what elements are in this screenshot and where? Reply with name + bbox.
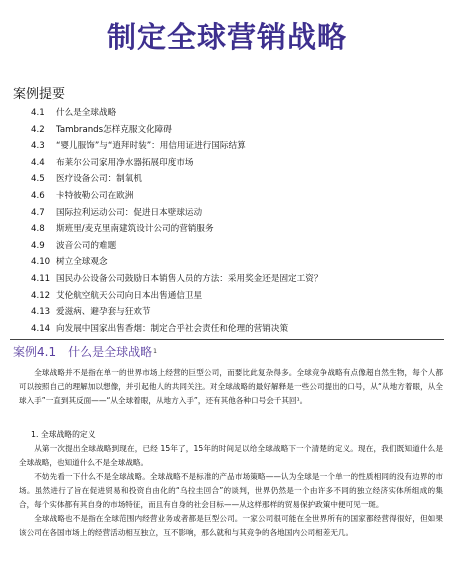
toc-item-title: 爱滋病、避孕套与狂欢节 — [56, 307, 151, 318]
toc-item-title: 卡特彼勒公司在欧洲 — [56, 191, 134, 201]
section-subheading: 1. 全球战略的定义 — [31, 430, 96, 439]
toc-item-number: 4.2 — [31, 124, 45, 135]
toc-item-title: 艾伦航空航天公司向日本出售通信卫星 — [56, 290, 203, 301]
toc-item-title: 国际拉利运动公司：促进日本壁球运动 — [56, 207, 203, 218]
toc-item-title: Tambrands怎样克服文化障碍 — [56, 124, 172, 135]
toc-item-title: 国民办公设备公司鼓励日本销售人员的方法：采用奖金还是固定工资？ — [56, 274, 323, 284]
case-title: 什么是全球战略 — [68, 345, 153, 359]
toc-item-number: 4.13 — [31, 307, 51, 318]
toc-item-title: 向发展中国家出售香烟：制定合乎社会责任和伦理的营销决策 — [56, 323, 289, 334]
toc-item-title: “婴儿服饰”与“逍拜时装”：用信用证进行国际结算 — [56, 141, 246, 152]
toc-item-number: 4.10 — [31, 257, 51, 268]
paragraph: 全球战略也不是指在全球范围内经营业务或者都是巨型公司。一家公司很可能在全世界所有的国家都经营得很好，但如果该公司在各国市场上的经营活动相互独立，互不影响，那么就和与其竞争的各地国内公司相差无几。 — [19, 514, 443, 537]
footnote-marker: 1 — [153, 348, 157, 355]
toc-item-title: 布莱尔公司家用净水器拓展印度市场 — [56, 157, 194, 168]
toc-item-number: 4.11 — [31, 274, 51, 284]
paragraph: 不妨先看一下什么不是全球战略。全球战略不是标准的产品市场策略——认为全球是一个单一的性质相同的没有边界的市场。虽然进行了旨在促进贸易和投资自由化的“乌拉圭回合”的谈判，世界仍然是一个由许多不同的独立经济实体所组成的集合，每个实体都有其自身的市场特征，而且有自身的社会目标——从这样那样的贸易保护政策中便可见一斑。 — [19, 472, 443, 509]
toc-item-number: 4.12 — [31, 290, 51, 301]
toc-item-number: 4.6 — [31, 191, 45, 201]
toc-item-title: 斯班里/麦克里南建筑设计公司的营销服务 — [56, 224, 214, 235]
toc-item-number: 4.8 — [31, 224, 45, 235]
paragraph: 全球战略并不是指在单一的世界市场上经营的巨型公司，而要比此复杂得多。全球竞争战略有点像超自然生物，每个人都可以按照自己的理解加以想像，并引起他人的共同关注。对全球战略的最好解释是一些公司提出的口号，从“从地方着眼，从全球入手”一直到其反面——“从全球着眼，从地方入手”，还有其他各种口号会千其回¹。 — [19, 368, 443, 405]
toc-item-number: 4.9 — [31, 240, 45, 251]
toc-item-number: 4.7 — [31, 207, 45, 218]
toc-item-title: 树立全球观念 — [56, 257, 108, 268]
body-paragraphs — [19, 442, 443, 540]
toc-heading: 案例提要 — [13, 87, 66, 102]
toc-item-title: 什么是全球战略 — [56, 108, 117, 118]
case-heading — [13, 344, 157, 360]
paragraph: 从第一次提出全球战略到现在，已经 15年了，15年的时间足以给全球战略下一个清楚的定义。现在，我们既知道什么是全球战略，也知道什么不是全球战略。 — [19, 444, 443, 467]
toc-item-title: 波音公司的难题 — [56, 240, 117, 251]
page-title: 制定全球营销战略 — [106, 20, 347, 54]
toc-item-number: 4.1 — [31, 108, 45, 118]
toc-item-number: 4.4 — [31, 157, 45, 168]
toc-item-number: 4.5 — [31, 174, 45, 185]
section-divider — [10, 339, 444, 340]
toc-item-title: 医疗设备公司：制氧机 — [56, 174, 142, 185]
toc-item-number: 4.14 — [31, 323, 51, 334]
intro-paragraph — [19, 366, 443, 408]
toc-item-number: 4.3 — [31, 141, 45, 152]
case-number: 案例4.1 — [13, 345, 57, 359]
